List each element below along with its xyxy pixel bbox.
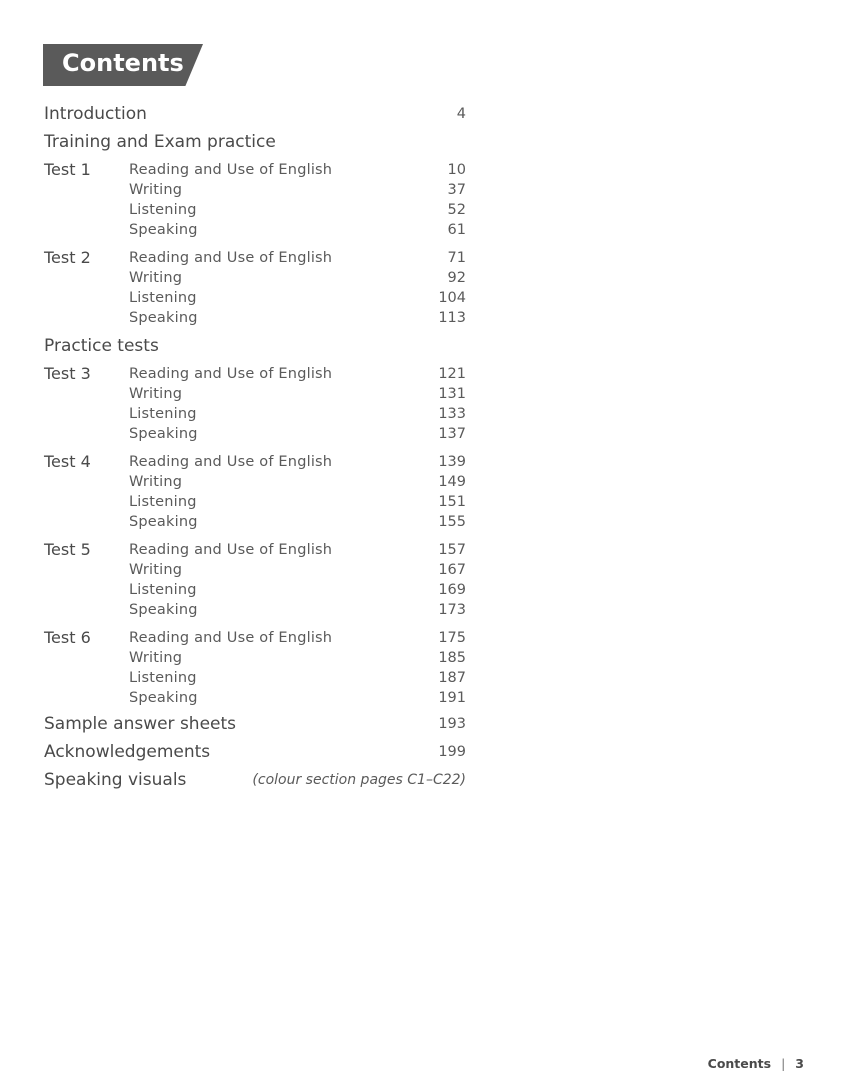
test-1-row[interactable]: [44, 159, 466, 181]
test-item-row[interactable]: [44, 647, 466, 669]
test-item-row[interactable]: [44, 307, 466, 329]
test-item-page: 71: [447, 250, 466, 266]
test-item-page: 169: [438, 582, 466, 598]
page-title: Contents: [62, 49, 184, 77]
toc-entry-speaking-visuals[interactable]: [44, 769, 466, 791]
test-2-row[interactable]: [44, 247, 466, 269]
test-item-label: Reading and Use of English: [129, 162, 333, 178]
test-item-page: 61: [447, 222, 466, 238]
test-item-row[interactable]: [44, 687, 466, 709]
test-item-page: 167: [438, 562, 466, 578]
toc-entry-label: Introduction: [44, 104, 147, 124]
toc-entry-label: Acknowledgements: [44, 742, 211, 762]
test-item-label: Speaking: [129, 514, 198, 530]
test-item-label: Writing: [129, 562, 183, 578]
test-item-page: 175: [438, 630, 466, 646]
test-6-row[interactable]: [44, 627, 466, 649]
test-item-row[interactable]: [44, 179, 466, 201]
test-item-page: 157: [438, 542, 466, 558]
test-item-label: Writing: [129, 650, 183, 666]
page-number: 3: [795, 1056, 804, 1071]
toc-entry-sample-answer-sheets[interactable]: [44, 713, 466, 735]
test-item-label: Writing: [129, 386, 183, 402]
test-3-row[interactable]: [44, 363, 466, 385]
test-item-label: Writing: [129, 270, 183, 286]
test-item-row[interactable]: [44, 579, 466, 601]
section-heading-label: Practice tests: [44, 336, 159, 356]
footer-separator: |: [781, 1056, 786, 1071]
test-item-page: 131: [438, 386, 466, 402]
section-heading-label: Training and Exam practice: [44, 132, 276, 152]
test-item-page: 137: [438, 426, 466, 442]
test-item-label: Reading and Use of English: [129, 454, 333, 470]
test-item-row[interactable]: [44, 383, 466, 405]
test-item-page: 151: [438, 494, 466, 510]
test-item-page: 10: [447, 162, 466, 178]
test-item-page: 92: [447, 270, 466, 286]
test-item-label: Reading and Use of English: [129, 542, 333, 558]
footer-label: Contents: [707, 1056, 772, 1071]
toc-entry-label: Speaking visuals: [44, 770, 187, 790]
test-item-page: 149: [438, 474, 466, 490]
test-item-row[interactable]: [44, 199, 466, 221]
test-item-label: Listening: [129, 670, 197, 686]
test-item-label: Speaking: [129, 690, 198, 706]
test-item-row[interactable]: [44, 267, 466, 289]
test-item-row[interactable]: [44, 599, 466, 621]
test-title: Test 3: [44, 364, 91, 383]
test-item-label: Listening: [129, 494, 197, 510]
test-item-label: Speaking: [129, 222, 198, 238]
test-item-row[interactable]: [44, 219, 466, 241]
test-item-row[interactable]: [44, 559, 466, 581]
test-item-page: 104: [438, 290, 466, 306]
test-item-page: 133: [438, 406, 466, 422]
test-item-page: 121: [438, 366, 466, 382]
test-item-row[interactable]: [44, 471, 466, 493]
toc-entry-page: 193: [438, 716, 466, 732]
toc-entry-note: (colour section pages C1–C22): [252, 772, 466, 788]
test-item-page: 185: [438, 650, 466, 666]
test-item-page: 187: [438, 670, 466, 686]
test-item-page: 113: [438, 310, 466, 326]
test-item-label: Reading and Use of English: [129, 250, 333, 266]
test-4-row[interactable]: [44, 451, 466, 473]
section-heading-practice: [44, 335, 466, 357]
test-item-label: Writing: [129, 474, 183, 490]
toc-entry-page: 199: [438, 744, 466, 760]
test-item-page: 37: [447, 182, 466, 198]
test-item-page: 173: [438, 602, 466, 618]
test-title: Test 6: [44, 628, 91, 647]
section-heading-training: [44, 131, 466, 153]
test-item-label: Writing: [129, 182, 183, 198]
toc-entry-introduction[interactable]: [44, 103, 466, 125]
test-item-label: Speaking: [129, 426, 198, 442]
page-footer: [708, 1054, 804, 1074]
test-title: Test 1: [44, 160, 91, 179]
test-item-label: Speaking: [129, 310, 198, 326]
test-item-label: Listening: [129, 202, 197, 218]
test-item-row[interactable]: [44, 423, 466, 445]
toc-entry-acknowledgements[interactable]: [44, 741, 466, 763]
test-item-label: Reading and Use of English: [129, 630, 333, 646]
test-item-page: 155: [438, 514, 466, 530]
test-item-row[interactable]: [44, 491, 466, 513]
test-item-label: Listening: [129, 290, 197, 306]
test-title: Test 4: [44, 452, 91, 471]
test-item-page: 52: [447, 202, 466, 218]
test-item-label: Listening: [129, 406, 197, 422]
test-item-label: Reading and Use of English: [129, 366, 333, 382]
toc-entry-page: 4: [456, 106, 466, 122]
test-item-row[interactable]: [44, 403, 466, 425]
test-item-label: Listening: [129, 582, 197, 598]
test-item-page: 191: [438, 690, 466, 706]
toc-entry-label: Sample answer sheets: [44, 714, 237, 734]
test-item-label: Speaking: [129, 602, 198, 618]
test-item-row[interactable]: [44, 667, 466, 689]
test-title: Test 2: [44, 248, 91, 267]
test-item-row[interactable]: [44, 287, 466, 309]
test-item-row[interactable]: [44, 511, 466, 533]
test-item-page: 139: [438, 454, 466, 470]
test-5-row[interactable]: [44, 539, 466, 561]
test-title: Test 5: [44, 540, 91, 559]
